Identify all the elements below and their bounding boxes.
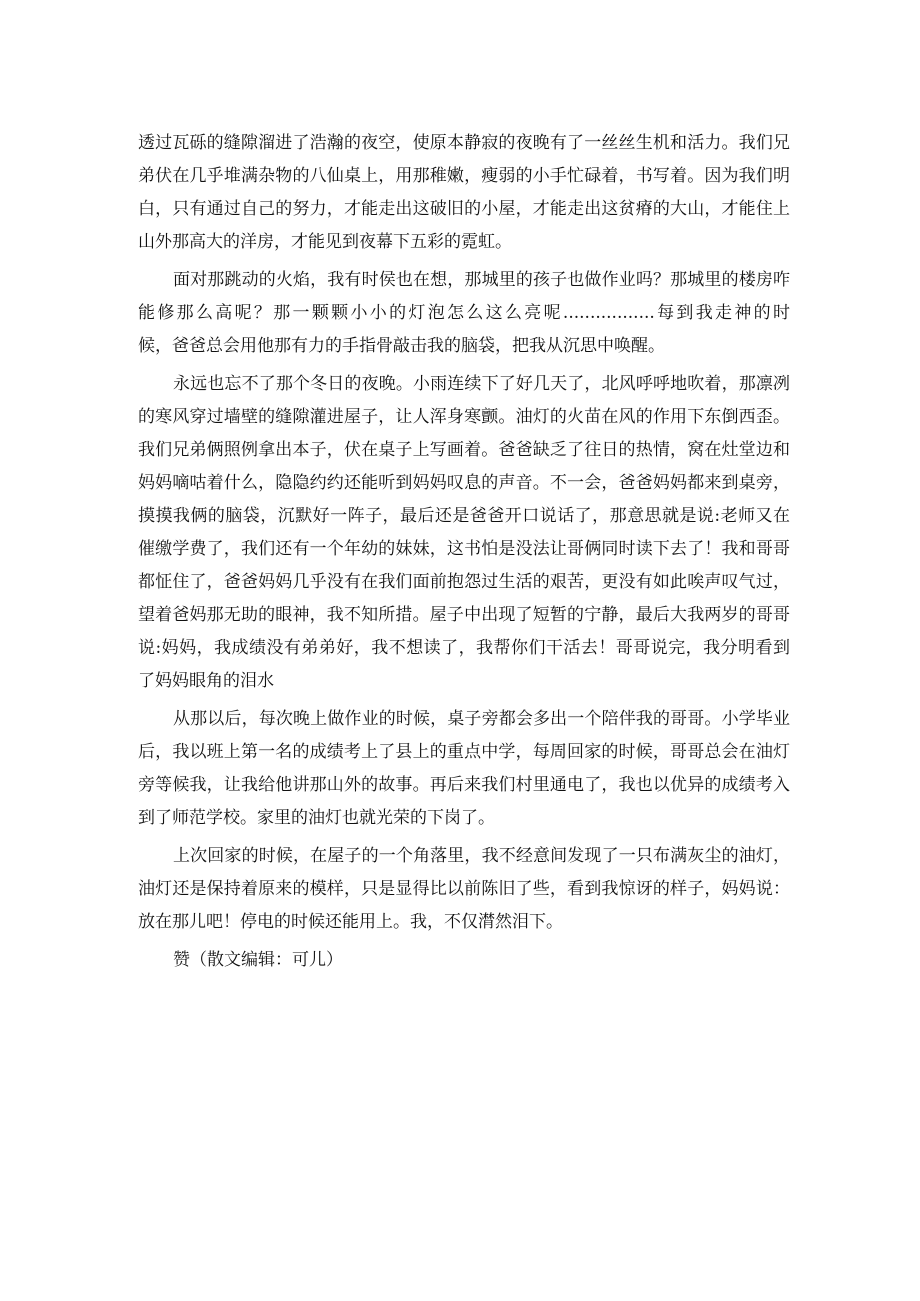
text-line: 旁等候我，让我给他讲那山外的故事。再后来我们村里通电了，我也以优异的成绩考入 — [138, 775, 790, 795]
text-line: 赞（散文编辑：可儿） — [173, 950, 343, 970]
text-line: 候，爸爸总会用他那有力的手指骨敲击我的脑袋，把我从沉思中唤醒。 — [138, 336, 665, 356]
text-line: 后，我以班上第一名的成绩考上了县上的重点中学，每周回家的时候，哥哥总会在油灯 — [138, 742, 790, 762]
text-line: 能修那么高呢？那一颗颗小小的灯泡怎么这么亮呢.................每到我走神的时 — [138, 303, 790, 323]
text-line: 望着爸妈那无助的眼神，我不知所措。屋子中出现了短暂的宁静，最后大我两岁的哥哥 — [138, 605, 790, 625]
text-line: 催缴学费了，我们还有一个年幼的妹妹，这书怕是没法让哥俩同时读下去了！我和哥哥 — [138, 539, 790, 559]
text-line: 油灯还是保持着原来的模样，只是显得比以前陈旧了些，看到我惊讶的样子，妈妈说： — [138, 879, 790, 899]
editor-credit — [138, 944, 790, 977]
paragraph-4 — [138, 703, 790, 835]
text-line: 弟伏在几乎堆满杂物的八仙桌上，用那稚嫩，瘦弱的小手忙碌着，书写着。因为我们明 — [138, 166, 790, 186]
text-line: 透过瓦砾的缝隙溜进了浩瀚的夜空，使原本静寂的夜晚有了一丝丝生机和活力。我们兄 — [138, 133, 790, 153]
text-line: 永远也忘不了那个冬日的夜晚。小雨连续下了好几天了，北风呼呼地吹着，那凛冽 — [173, 374, 790, 394]
text-line: 妈妈嘀咕着什么，隐隐约约还能听到妈妈叹息的声音。不一会，爸爸妈妈都来到桌旁， — [138, 473, 790, 493]
text-line: 我们兄弟俩照例拿出本子，伏在桌子上写画着。爸爸缺乏了往日的热情，窝在灶堂边和 — [138, 440, 790, 460]
text-line: 面对那跳动的火焰，我有时侯也在想，那城里的孩子也做作业吗？那城里的楼房咋 — [173, 270, 790, 290]
text-line: 到了师范学校。家里的油灯也就光荣的下岗了。 — [138, 808, 495, 828]
text-line: 白，只有通过自己的努力，才能走出这破旧的小屋，才能走出这贫瘠的大山，才能住上 — [138, 199, 790, 219]
paragraph-3 — [138, 368, 790, 698]
paragraph-5 — [138, 840, 790, 939]
text-line: 从那以后，每次晚上做作业的时候，桌子旁都会多出一个陪伴我的哥哥。小学毕业 — [173, 709, 790, 729]
text-line: 的寒风穿过墙壁的缝隙灌进屋子，让人浑身寒颤。油灯的火苗在风的作用下东倒西歪。 — [138, 407, 790, 427]
paragraph-1 — [138, 127, 790, 259]
document-body — [138, 127, 790, 977]
text-line: 放在那儿吧！停电的时候还能用上。我，不仅潸然泪下。 — [138, 912, 563, 932]
paragraph-2 — [138, 264, 790, 363]
text-line: 都怔住了，爸爸妈妈几乎没有在我们面前抱怨过生活的艰苦，更没有如此唉声叹气过， — [138, 572, 790, 592]
text-line: 说:妈妈，我成绩没有弟弟好，我不想读了，我帮你们干活去！哥哥说完，我分明看到 — [138, 638, 790, 658]
text-line: 上次回家的时候，在屋子的一个角落里，我不经意间发现了一只布满灰尘的油灯， — [173, 846, 790, 866]
text-line: 了妈妈眼角的泪水 — [138, 671, 274, 691]
text-line: 山外那高大的洋房，才能见到夜幕下五彩的霓虹。 — [138, 232, 512, 252]
text-line: 摸摸我俩的脑袋，沉默好一阵子，最后还是爸爸开口说话了，那意思就是说:老师又在 — [138, 506, 790, 526]
